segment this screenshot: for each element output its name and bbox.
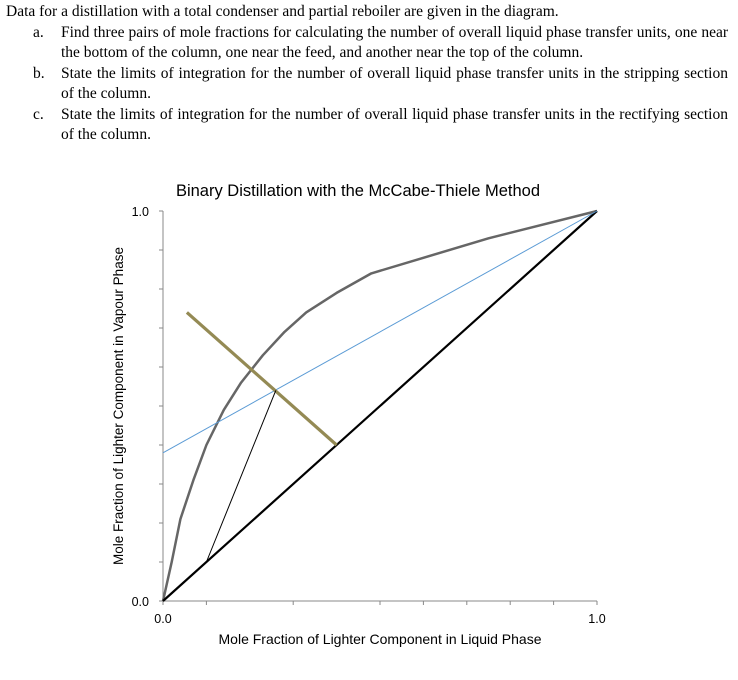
part-text: Find three pairs of mole fractions for calculating the number of overall liquid phase transfer units, one near the bottom of the column, one near the feed, and another near the top of the column. [61,23,728,61]
y-tick-label: 0.0 [131,595,149,609]
problem-intro: Data for a distillation with a total condenser and partial reboiler are given in the diagram. [6,3,559,20]
part-text: State the limits of integration for the number of overall liquid phase transfer units in the stripping section of the column. [61,64,728,102]
chart-title: Binary Distillation with the McCabe-Thiele Method [175,182,541,200]
y-axis-label: Mole Fraction of Lighter Component in Vapour Phase [111,247,126,565]
part-text: State the limits of integration for the number of overall liquid phase transfer units in the rectifying section of the column. [61,105,728,143]
part-marker: b. [33,64,45,82]
x-tick-label: 0.0 [154,612,172,626]
x-tick-label: 1.0 [588,612,606,626]
part-marker: c. [33,105,44,123]
operating-line-line [163,211,597,453]
stripping-line-line [206,390,275,562]
y-tick-label: 1.0 [131,205,149,219]
part-marker: a. [33,23,44,41]
x-axis-label: Mole Fraction of Lighter Component in Liquid Phase [218,631,542,647]
series-layer [163,211,597,601]
